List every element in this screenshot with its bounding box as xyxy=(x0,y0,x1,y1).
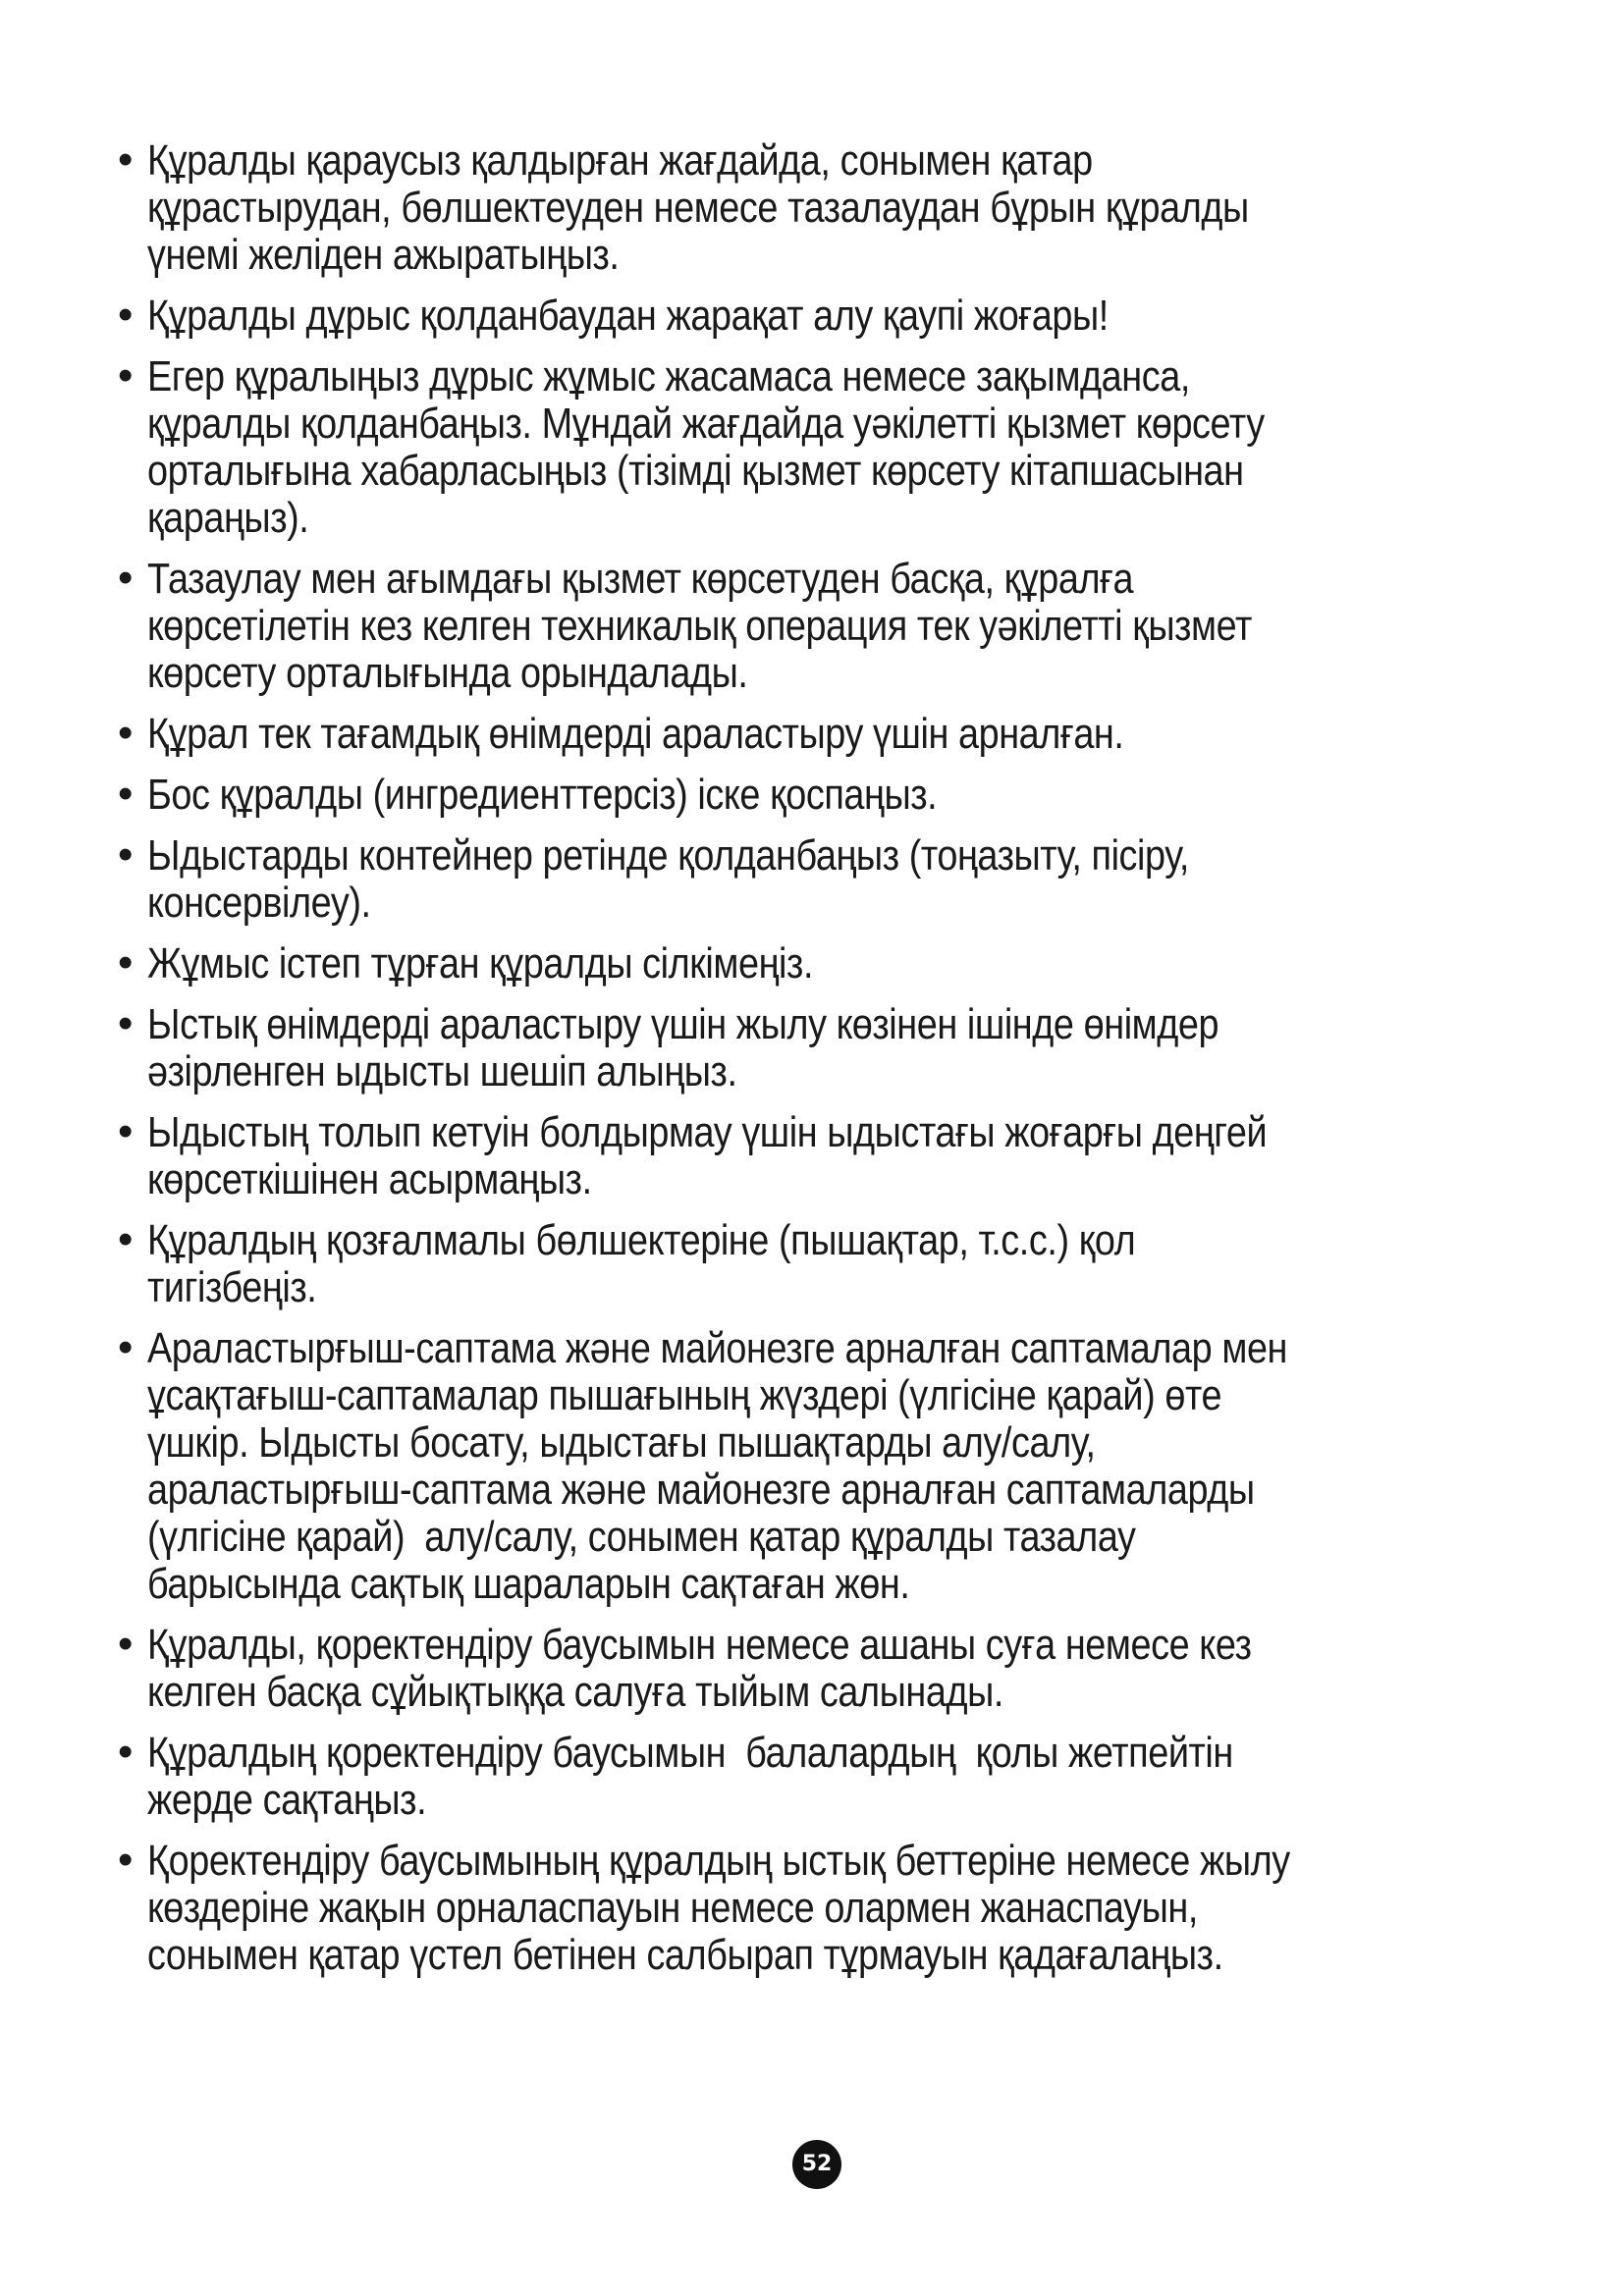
list-item-text xyxy=(147,1325,1473,1608)
list-item xyxy=(118,1838,1624,1979)
page-number-badge: 52 xyxy=(792,2140,841,2189)
text-line: келген басқа сұйықтыққа салуға тыйым салынады. xyxy=(147,1668,1003,1716)
list-item-text xyxy=(147,1730,1410,1824)
bullet-icon: • xyxy=(118,938,134,987)
list-item-text xyxy=(147,556,1432,697)
text-line: Тазаулау мен ағымдағы қызмет көрсетуден басқа, құралға xyxy=(147,555,1134,603)
list-item xyxy=(118,711,1624,758)
text-line: көрсету орталығында орындалады. xyxy=(147,649,748,697)
text-line: көрсеткішінен асырмаңыз. xyxy=(147,1155,592,1203)
bullet-icon: • xyxy=(118,291,134,339)
list-item xyxy=(118,772,1624,819)
bullet-icon: • xyxy=(118,830,134,879)
list-item-text xyxy=(147,1622,1432,1716)
list-item xyxy=(118,1217,1624,1311)
list-item xyxy=(118,1730,1624,1824)
text-line: жерде сақтаңыз. xyxy=(147,1776,427,1824)
text-line: құрастырудан, бөлшектеуден немесе тазалаудан бұрын құралды xyxy=(147,184,1249,232)
list-item-text xyxy=(147,1001,1393,1095)
bullet-icon: • xyxy=(118,1728,134,1776)
list-item-text xyxy=(147,137,1428,279)
list-item-text xyxy=(147,1838,1476,1979)
text-line: көздеріне жақын орналаспауын немесе олармен жанаспауын, xyxy=(147,1884,1198,1932)
text-line: Ыдыстарды контейнер ретінде қолданбаңыз (тоңазыту, пісіру, xyxy=(147,831,1189,880)
list-item xyxy=(118,137,1624,279)
safety-instructions-list xyxy=(118,137,1624,1993)
text-line: консервілеу). xyxy=(147,879,371,927)
list-item xyxy=(118,832,1624,927)
text-line: үшкір. Ыдысты босату, ыдыстағы пышақтарды алу/салу, xyxy=(147,1418,1096,1467)
text-line: тигізбеңіз. xyxy=(147,1263,317,1311)
list-item-text xyxy=(147,832,1359,927)
text-line: араластырғыш-саптама және майонезге арналған саптамаларды xyxy=(147,1466,1255,1514)
list-item xyxy=(118,1622,1624,1716)
list-item-text xyxy=(147,940,921,988)
text-line: Жұмыс істеп тұрған құралды сілкімеңіз. xyxy=(147,939,814,988)
bullet-icon: • xyxy=(118,1215,134,1263)
bullet-icon: • xyxy=(118,1620,134,1668)
text-line: барысында сақтық шараларын сақтаған жөн. xyxy=(147,1560,910,1608)
text-line: Бос құралды (ингредиенттерсіз) іске қоспаңыз. xyxy=(147,771,938,819)
text-line: Құралдың қозғалмалы бөлшектеріне (пышақтар, т.с.с.) қол xyxy=(147,1216,1136,1264)
list-item xyxy=(118,1325,1624,1608)
text-line: Егер құралыңыз дұрыс жұмыс жасамаса немесе зақымданса, xyxy=(147,352,1190,400)
text-line: Араластырғыш-саптама және майонезге арналған саптамалар мен xyxy=(147,1324,1288,1372)
list-item xyxy=(118,1109,1624,1203)
bullet-icon: • xyxy=(118,1836,134,1884)
bullet-icon: • xyxy=(118,999,134,1047)
text-line: Құралды дұрыс қолданбаудан жарақат алу қаупі жоғары! xyxy=(147,292,1109,340)
bullet-icon: • xyxy=(118,1107,134,1155)
list-item-text xyxy=(147,353,1446,542)
text-line: құралды қолданбаңыз. Мұндай жағдайда уәкілетті қызмет көрсету xyxy=(147,400,1265,448)
bullet-icon: • xyxy=(118,1323,134,1371)
text-line: Ыдыстың толып кетуін болдырмау үшін ыдыстағы жоғарғы деңгей xyxy=(147,1108,1268,1156)
text-line: әзірленген ыдысты шешіп алыңыз. xyxy=(147,1047,737,1095)
list-item xyxy=(118,293,1624,340)
text-line: (үлгісіне қарай) алу/салу, сонымен қатар құралды тазалау xyxy=(147,1513,1136,1561)
text-line: Құрал тек тағамдық өнімдерді араластыру үшін арналған. xyxy=(147,710,1124,758)
text-line: орталығына хабарласыңыз (тізімді қызмет көрсету кітапшасынан xyxy=(147,447,1244,495)
text-line: ұсақтағыш-саптамалар пышағының жүздері (үлгісіне қарай) өте xyxy=(147,1371,1222,1419)
text-line: көрсетілетін кез келген техникалық операция тек уәкілетті қызмет xyxy=(147,602,1252,650)
text-line: қараңыз). xyxy=(147,494,309,542)
list-item-text xyxy=(147,293,1265,340)
text-line: үнемі желіден ажыратыңыз. xyxy=(147,231,620,279)
list-item-text xyxy=(147,711,1282,758)
list-item-text xyxy=(147,1109,1449,1203)
list-item xyxy=(118,556,1624,697)
text-line: Құралды, қоректендіру баусымын немесе ашаны суға немесе кез xyxy=(147,1621,1252,1669)
bullet-icon: • xyxy=(118,709,134,757)
list-item xyxy=(118,353,1624,542)
list-item xyxy=(118,1001,1624,1095)
list-item-text xyxy=(147,772,1065,819)
text-line: Қоректендіру баусымының құралдың ыстық беттеріне немесе жылу xyxy=(147,1837,1290,1885)
bullet-icon: • xyxy=(118,554,134,602)
bullet-icon: • xyxy=(118,137,134,184)
text-line: сонымен қатар үстел бетінен салбырап тұрмауын қадағалаңыз. xyxy=(147,1931,1223,1979)
bullet-icon: • xyxy=(118,351,134,400)
text-line: Ыстық өнімдерді араластыру үшін жылу көзінен ішінде өнімдер xyxy=(147,1000,1219,1048)
bullet-icon: • xyxy=(118,770,134,818)
text-line: Құралдың қоректендіру баусымын балалардың қолы жетпейтін xyxy=(147,1729,1233,1777)
text-line: Құралды қараусыз қалдырған жағдайда, сонымен қатар xyxy=(147,137,1093,185)
list-item xyxy=(118,940,1624,988)
list-item-text xyxy=(147,1217,1296,1311)
